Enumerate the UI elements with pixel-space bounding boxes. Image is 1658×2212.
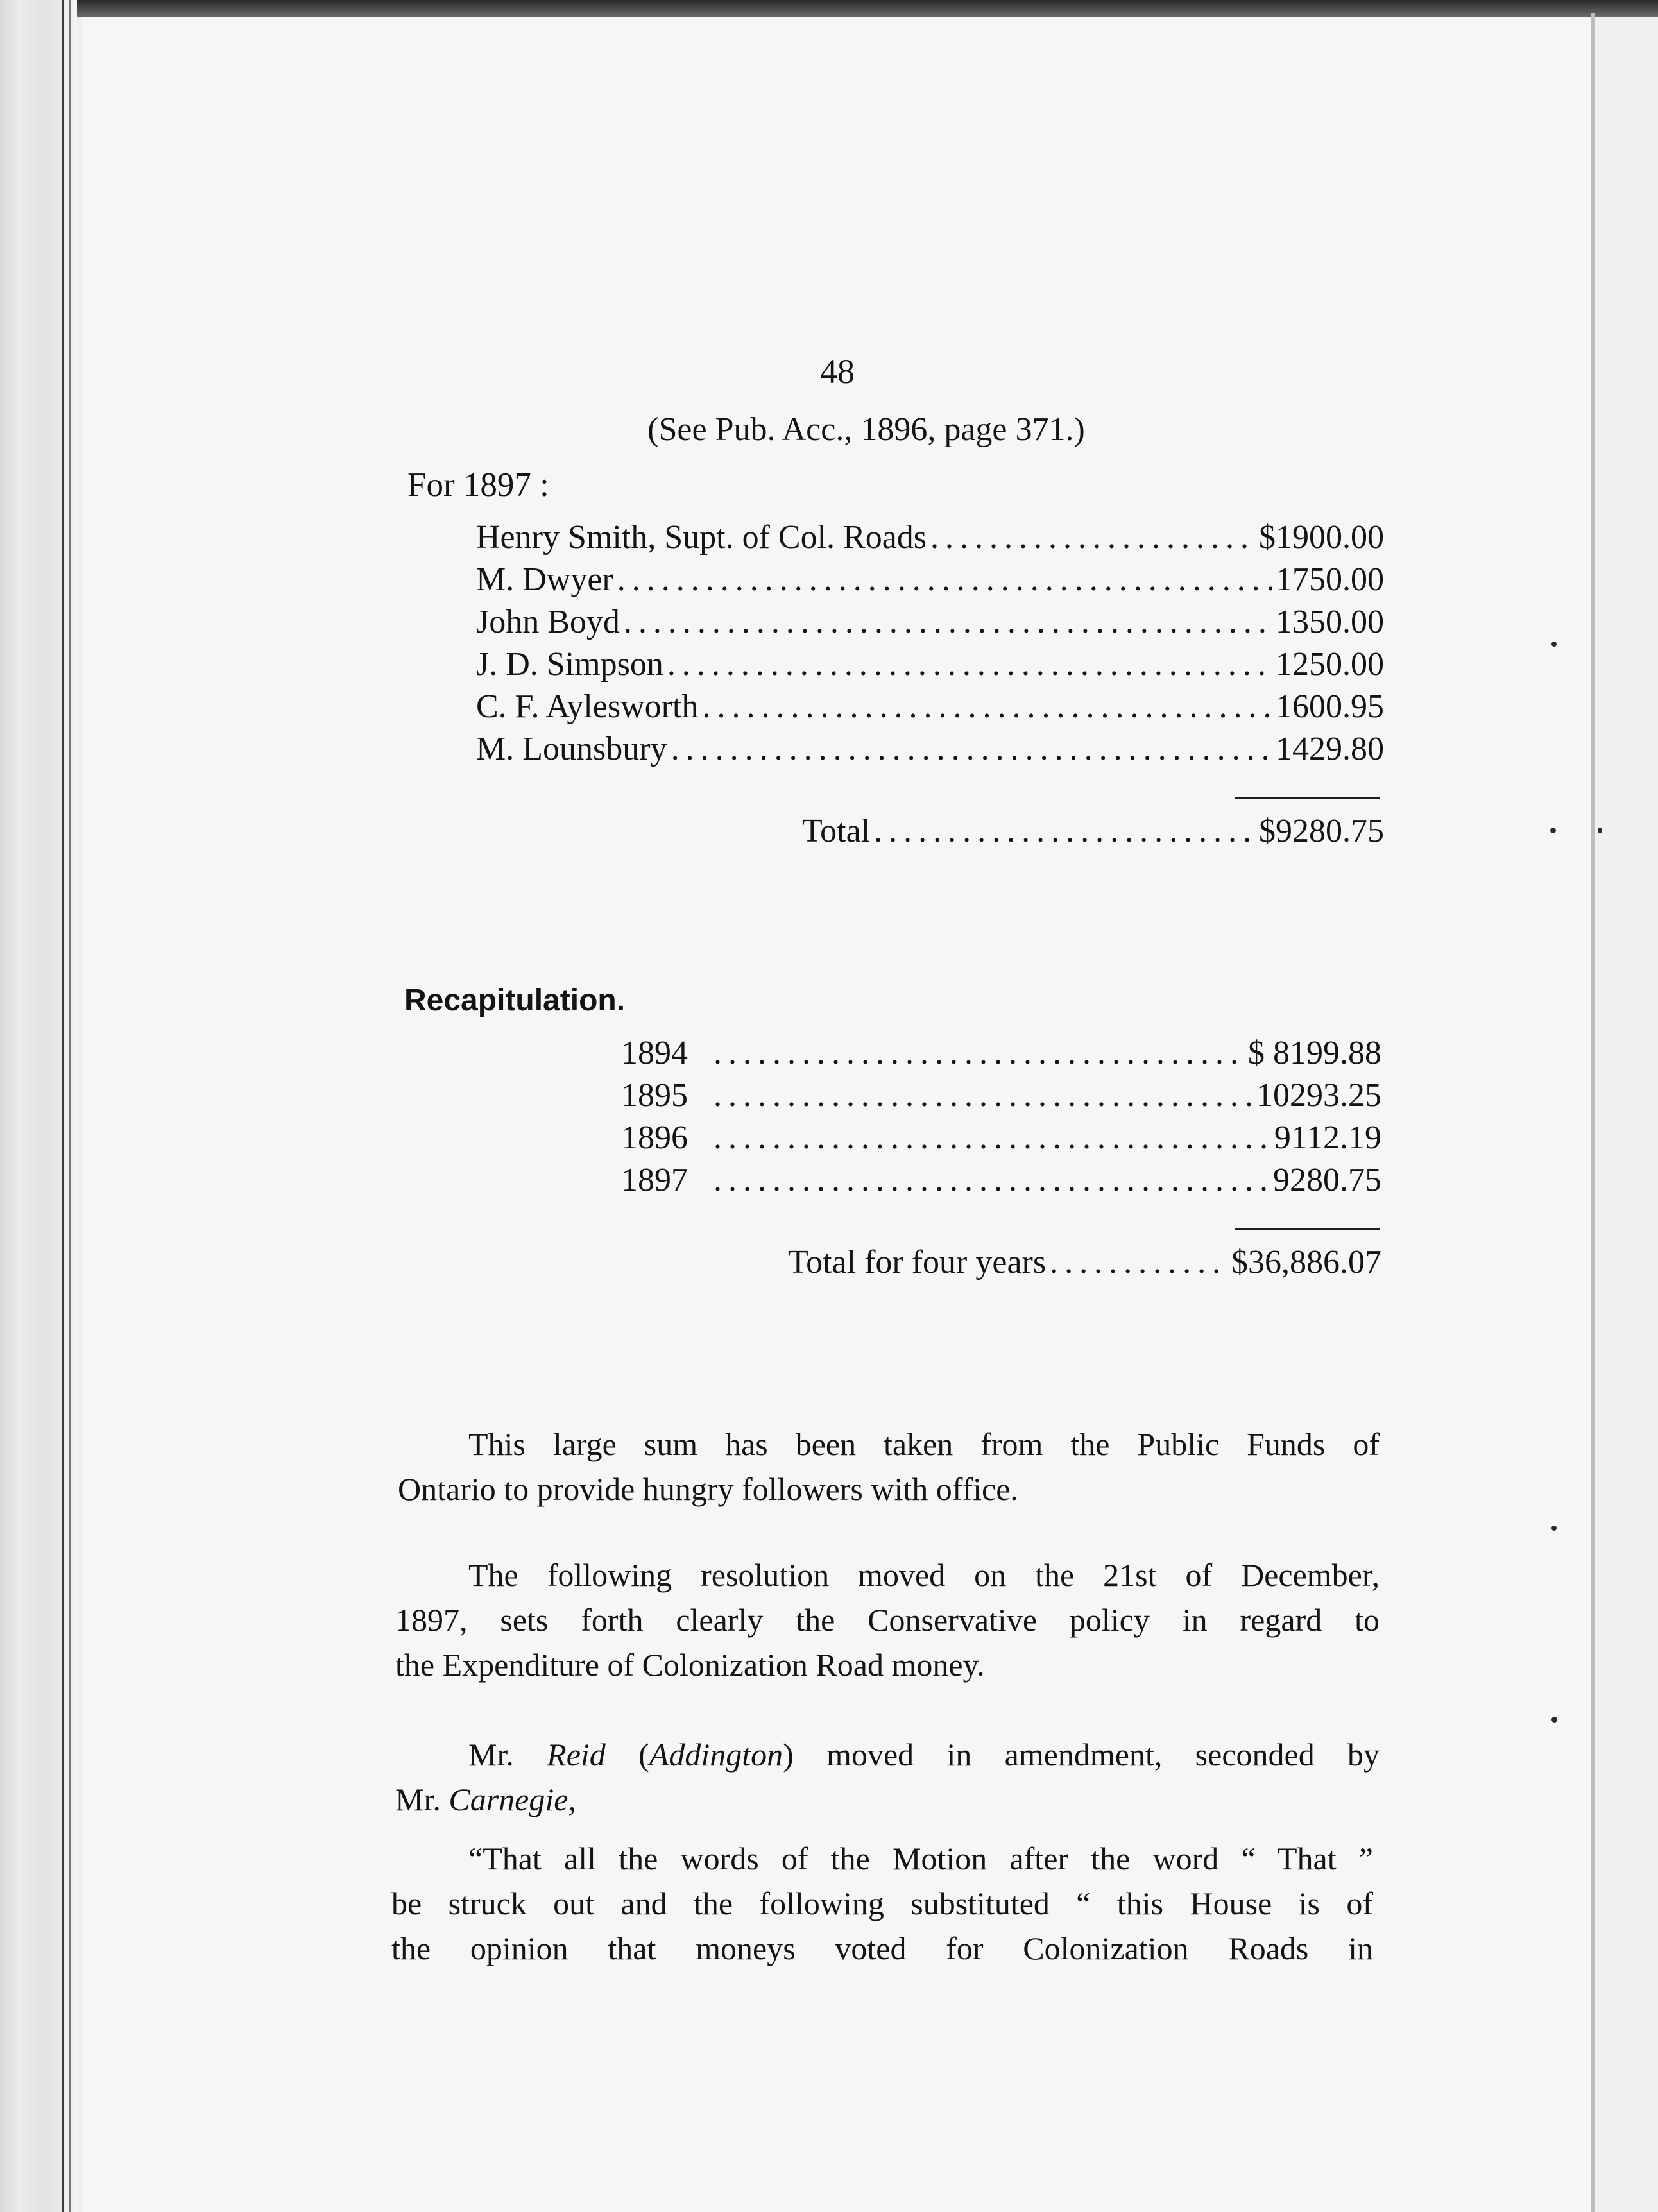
paragraph-amendment	[395, 1732, 1380, 1822]
text-line: “That all the words of the Motion after the word “ That ”	[468, 1841, 1373, 1876]
text-line: The following resolution moved on the 21st of December,	[468, 1557, 1380, 1593]
sum-rule	[1235, 797, 1380, 799]
salary-amount: $1900.00	[1259, 519, 1384, 556]
dotted-leader	[714, 1119, 1270, 1157]
page-right-edge	[1591, 13, 1595, 2212]
text-line: the Expenditure of Colonization Road money.	[395, 1647, 985, 1683]
salary-row	[476, 518, 1384, 561]
binding-line	[69, 0, 71, 2212]
paragraph-public-funds	[398, 1422, 1380, 1511]
recap-year: 1894	[621, 1035, 688, 1071]
salary-row	[476, 730, 1384, 772]
salary-amount: 1250.00	[1276, 646, 1384, 683]
recap-row	[621, 1161, 1381, 1204]
binding-line	[62, 0, 64, 2212]
text-line: 1897, sets forth clearly the Conservative policy in regard to	[395, 1602, 1380, 1638]
paragraph-motion-quote	[391, 1836, 1373, 1971]
page-number: 48	[820, 352, 855, 391]
recap-amount: 9112.19	[1274, 1119, 1381, 1156]
dotted-leader	[874, 812, 1255, 850]
dotted-leader	[667, 645, 1272, 683]
recapitulation-heading: Recapitulation.	[404, 983, 626, 1017]
salaries-heading: For 1897 :	[407, 466, 549, 504]
recap-row	[621, 1076, 1381, 1119]
salary-total-row	[802, 812, 1384, 855]
source-note: (See Pub. Acc., 1896, page 371.)	[647, 411, 1085, 448]
dotted-leader	[930, 518, 1255, 556]
salary-name: John Boyd	[476, 604, 620, 640]
text-line: Mr. Carnegie,	[395, 1782, 576, 1817]
salary-row	[476, 603, 1384, 645]
scan-speck	[1550, 828, 1556, 833]
dotted-leader	[624, 603, 1272, 641]
dotted-leader	[1050, 1243, 1227, 1281]
salary-name: C. F. Aylesworth	[476, 688, 699, 725]
dotted-leader	[671, 730, 1272, 768]
scan-speck	[1598, 828, 1602, 833]
dotted-leader	[714, 1076, 1252, 1114]
salary-row	[476, 561, 1384, 603]
total-label: Total for four years	[788, 1244, 1047, 1280]
text-line: This large sum has been taken from the Public Funds of	[468, 1426, 1380, 1462]
salary-row	[476, 645, 1384, 688]
recap-total-row	[788, 1243, 1381, 1286]
dotted-leader	[714, 1161, 1269, 1199]
recap-amount: $ 8199.88	[1248, 1035, 1381, 1071]
text-line: Mr. Reid (Addington) moved in amendment, seconded by	[468, 1737, 1380, 1773]
member-name: Carnegie	[449, 1782, 568, 1817]
recap-amount: 10293.25	[1256, 1077, 1381, 1114]
salary-amount: 1429.80	[1276, 731, 1384, 767]
recap-amount: 9280.75	[1273, 1162, 1381, 1198]
salary-name: Henry Smith, Supt. of Col. Roads	[476, 519, 927, 556]
member-name: Reid	[547, 1737, 606, 1773]
recap-row	[621, 1034, 1381, 1076]
salary-name: M. Lounsbury	[476, 731, 667, 767]
scan-speck	[1551, 1717, 1557, 1723]
total-label: Total	[802, 813, 871, 849]
recap-row	[621, 1119, 1381, 1161]
salary-row	[476, 688, 1384, 730]
sum-rule	[1235, 1228, 1380, 1230]
riding-name: Addington	[649, 1737, 783, 1773]
salary-name: M. Dwyer	[476, 561, 613, 598]
book-binding-edge	[0, 0, 77, 2212]
paragraph-resolution	[395, 1553, 1380, 1687]
salary-amount: 1600.95	[1276, 688, 1384, 725]
salary-amount: 1350.00	[1276, 604, 1384, 640]
dotted-leader	[702, 688, 1272, 726]
dotted-leader	[617, 561, 1272, 599]
total-amount: $36,886.07	[1231, 1244, 1381, 1280]
dotted-leader	[714, 1034, 1244, 1072]
salary-amount: 1750.00	[1276, 561, 1384, 598]
text-line: be struck out and the following substituted “ this House is of	[391, 1885, 1373, 1921]
recap-year: 1896	[621, 1119, 688, 1156]
scan-speck	[1551, 1526, 1557, 1531]
salary-name: J. D. Simpson	[476, 646, 663, 683]
text-line: the opinion that moneys voted for Colonization Roads in	[391, 1930, 1373, 1966]
recap-year: 1897	[621, 1162, 688, 1198]
total-amount: $9280.75	[1259, 813, 1384, 849]
scan-speck	[1551, 642, 1557, 647]
recap-year: 1895	[621, 1077, 688, 1114]
text-line: Ontario to provide hungry followers with office.	[398, 1471, 1018, 1507]
scan-top-border	[0, 0, 1658, 17]
